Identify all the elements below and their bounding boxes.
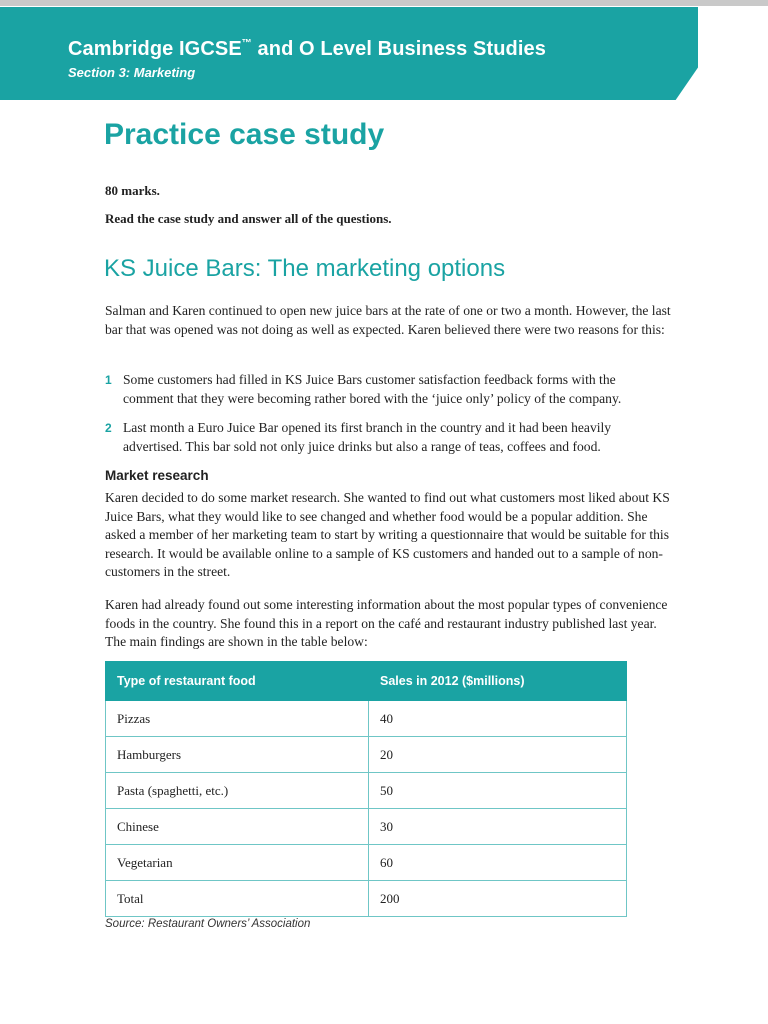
marks-text: 80 marks. [105,183,160,198]
column-header: Type of restaurant food [106,662,369,701]
table-row [106,701,627,737]
sales-cell: 30 [369,809,627,845]
table-source: Source: Restaurant Owners’ Association [105,918,311,930]
food-type-cell: Pasta (spaghetti, etc.) [106,773,369,809]
food-type-cell: Pizzas [106,701,369,737]
column-header: Sales in 2012 ($millions) [369,662,627,701]
table-row [106,809,627,845]
food-type-cell: Hamburgers [106,737,369,773]
instruction-text: Read the case study and answer all of the questions. [105,211,392,226]
header-subtitle: Section 3: Marketing [68,65,196,80]
table-row [106,881,627,917]
sales-cell: 40 [369,701,627,737]
sales-table [105,661,627,917]
sales-cell: 200 [369,881,627,917]
table-row [106,737,627,773]
reason-number: 2 [105,421,112,435]
food-type-cell: Chinese [106,809,369,845]
food-type-cell: Vegetarian [106,845,369,881]
header-title: Cambridge IGCSE™ and O Level Business Studies [68,38,546,60]
sales-cell: 50 [369,773,627,809]
reason-number: 1 [105,373,112,387]
sales-cell: 60 [369,845,627,881]
table-header-row [106,662,627,701]
table-row [106,845,627,881]
market-research-paragraph-1: Karen decided to do some market research. She wanted to find out what customers most liked about KS Juice Bars, what they would like to see changed and whether food would be a popular addition. She asked a member of her marketing team to start by writing a questionnaire that would be suitable for this research. It would be available online to a sample of KS customers and handed out to a sample of non-customers in the street. [105,490,670,579]
food-type-cell: Total [106,881,369,917]
sales-cell: 20 [369,737,627,773]
case-title: KS Juice Bars: The marketing options [104,255,506,282]
top-edge [0,0,768,6]
market-research-heading: Market research [105,468,209,483]
intro-paragraph: Salman and Karen continued to open new juice bars at the rate of one or two a month. However, the last bar that was opened was not doing as well as expected. Karen believed there were two reasons for this: [105,303,671,337]
page-title: Practice case study [104,118,385,151]
table-row [106,773,627,809]
reason-text: Some customers had filled in KS Juice Bars customer satisfaction feedback forms with the comment that they were becoming rather bored with the ‘juice only’ policy of the company. [123,372,622,406]
reason-text: Last month a Euro Juice Bar opened its first branch in the country and it had been heavily advertised. This bar sold not only juice drinks but also a range of teas, coffees and food. [123,420,612,454]
market-research-paragraph-2: Karen had already found out some interesting information about the most popular types of convenience foods in the country. She found this in a report on the café and restaurant industry published last year. The main findings are shown in the table below: [105,597,668,649]
